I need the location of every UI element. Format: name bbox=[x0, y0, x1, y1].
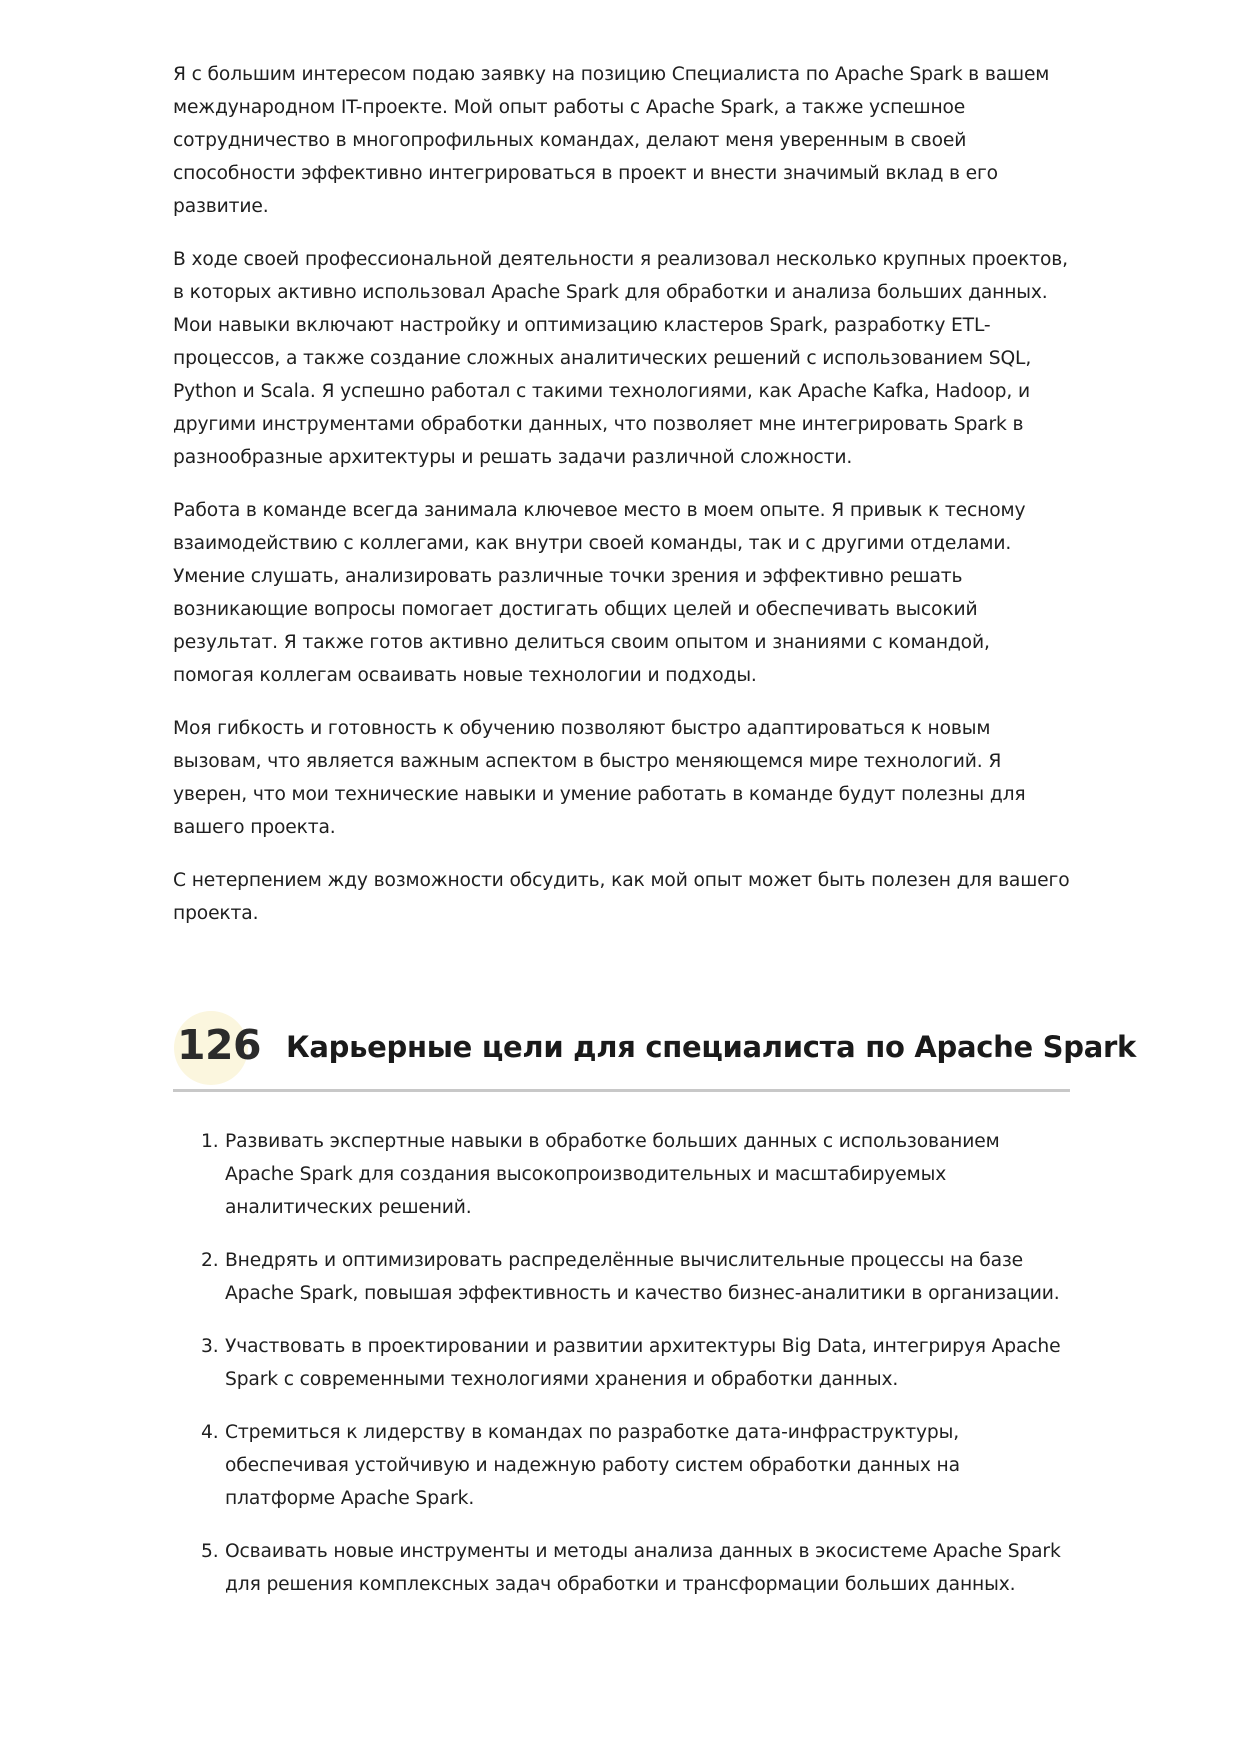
career-goals-list bbox=[173, 1125, 1070, 1621]
list-item-text: Внедрять и оптимизировать распределённые вычислительные процессы на базе Apache Spark, повышая эффективность и качество бизнес-аналитики в организации. bbox=[225, 1250, 1060, 1304]
list-item bbox=[173, 1330, 1070, 1396]
paragraph-flexibility: Моя гибкость и готовность к обучению позволяют быстро адаптироваться к новым вызовам, что является важным аспектом в быстро меняющемся мире технологий. Я уверен, что мои технические навыки и умение работать в команде будут полезны для вашего проекта. bbox=[173, 718, 1026, 838]
paragraph-teamwork: Работа в команде всегда занимала ключевое место в моем опыте. Я привык к тесному взаимодействию с коллегами, как внутри своей команды, так и с другими отделами. Умение слушать, анализировать различные точки зрения и эффективно решать возникающие вопросы помогает достигать общих целей и обеспечивать высокий результат. Я также готов активно делиться своим опытом и знаниями с командой, помогая коллегам осваивать новые технологии и подходы. bbox=[173, 500, 1026, 686]
list-item bbox=[173, 1244, 1070, 1310]
career-goals-section bbox=[173, 1005, 1136, 1595]
list-item bbox=[173, 1416, 1070, 1515]
section-number: 126 bbox=[177, 1021, 262, 1069]
list-item-text: Стремиться к лидерству в командах по разработке дата-инфраструктуры, обеспечивая устойчивую и надежную работу систем обработки данных на платформе Apache Spark. bbox=[225, 1422, 960, 1509]
list-item-number: 4. bbox=[201, 1422, 219, 1443]
paragraph-intro: Я с большим интересом подаю заявку на позицию Специалиста по Apache Spark в вашем международном IT-проекте. Мой опыт работы с Apache Spark, а также успешное сотрудничество в многопрофильных командах, делают меня уверенным в своей способности эффективно интегрироваться в проект и внести значимый вклад в его развитие. bbox=[173, 64, 1050, 217]
list-item bbox=[173, 1535, 1070, 1601]
list-item-text: Развивать экспертные навыки в обработке больших данных с использованием Apache Spark для создания высокопроизводительных и масштабируемых аналитических решений. bbox=[225, 1131, 1000, 1218]
list-item-number: 3. bbox=[201, 1336, 219, 1357]
list-item-number: 2. bbox=[201, 1250, 219, 1271]
list-item-text: Осваивать новые инструменты и методы анализа данных в экосистеме Apache Spark для решения комплексных задач обработки и трансформации больших данных. bbox=[225, 1541, 1061, 1595]
paragraph-closing: С нетерпением жду возможности обсудить, как мой опыт может быть полезен для вашего проекта. bbox=[173, 870, 1070, 924]
section-header bbox=[173, 1005, 1136, 1092]
section-title: Карьерные цели для специалиста по Apache Spark bbox=[286, 1030, 1136, 1064]
list-item bbox=[173, 1125, 1070, 1224]
list-item-number: 1. bbox=[201, 1131, 219, 1152]
paragraph-experience: В ходе своей профессиональной деятельности я реализовал несколько крупных проектов, в которых активно использовал Apache Spark для обработки и анализа больших данных. Мои навыки включают настройку и оптимизацию кластеров Spark, разработку ETL-процессов, а также создание сложных аналитических решений с использованием SQL, Python и Scala. Я успешно работал с такими технологиями, как Apache Kafka, Hadoop, и другими инструментами обработки данных, что позволяет мне интегрировать Spark в разнообразные архитектуры и решать задачи различной сложности. bbox=[173, 249, 1068, 468]
list-item-text: Участвовать в проектировании и развитии архитектуры Big Data, интегрируя Apache Spark с современными технологиями хранения и обработки данных. bbox=[225, 1336, 1061, 1390]
list-item-number: 5. bbox=[201, 1541, 219, 1562]
cover-letter-body bbox=[173, 58, 1073, 950]
